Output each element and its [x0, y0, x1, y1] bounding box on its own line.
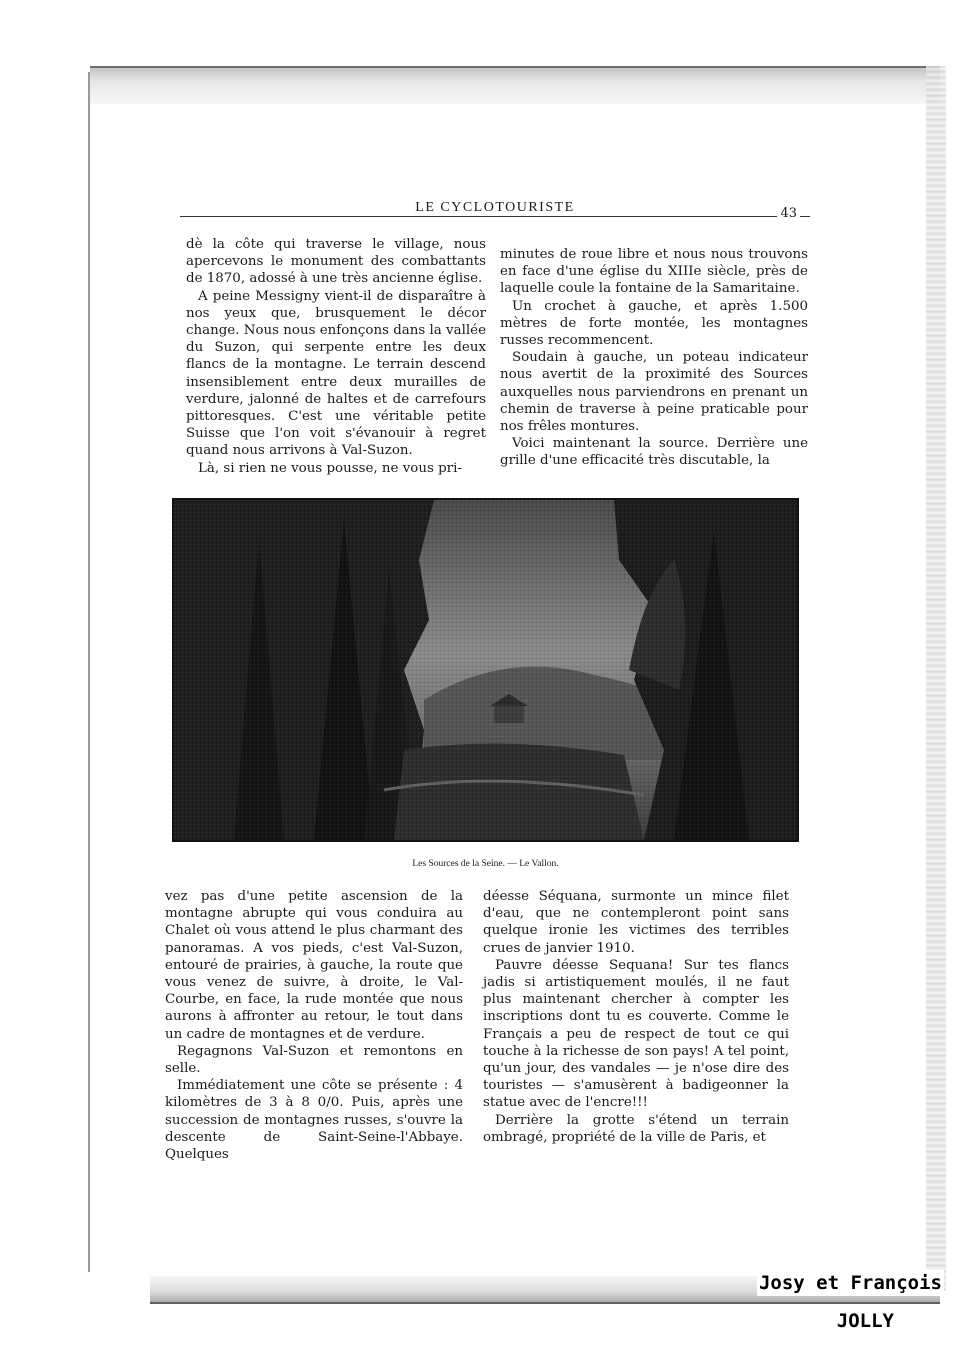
photo-caption: Les Sources de la Seine. — Le Vallon.	[412, 859, 559, 869]
scan-right-edge	[926, 66, 946, 1291]
scan-top-edge	[90, 66, 940, 104]
column-bottom-left	[165, 888, 463, 1163]
header-rule	[180, 216, 810, 217]
paragraph: Là, si rien ne vous pousse, ne vous pri-	[198, 460, 462, 476]
paragraph: Un crochet à gauche, et après 1.500 mètres de forte montée, les montagnes russes recommencent.	[500, 298, 808, 349]
paragraph: A peine Messigny vient-il de disparaître à nos yeux que, brusquement le décor change. Nous nous enfonçons dans la vallée du Suzon, qui serpente entre les deux flancs de la montagne. Le terrain descend insensiblement entre deux murailles de verdure, jalonné de haltes et de carrefours pittoresques. C'est une véritable petite Suisse que l'on voit s'évanouir à regret quand nous arrivons à Val-Suzon.	[186, 288, 487, 459]
photo-illustration	[174, 500, 797, 840]
paragraph: Pauvre déesse Sequana! Sur tes flancs jadis si artistiquement moulés, il ne faut plus maintenant chercher à compter les inscriptions dont tu es couverte. Comme le Français a peu de respect de tout ce qui touche à la richesse de son pays! A tel point, qu'un jour, des vandales — je n'ose dire des touristes — s'amusèrent à badigeonner la statue avec de l'encre!!!	[483, 957, 789, 1111]
photo-sources-de-la-seine	[172, 498, 799, 842]
page-header	[180, 198, 810, 232]
paragraph: Regagnons Val-Suzon et remontons en selle.	[165, 1043, 463, 1077]
paragraph: Immédiatement une côte se présente : 4 kilomètres de 3 à 8 0/0. Puis, après une succession de montagnes russes, s'ouvre la descente de Saint-Seine-l'Abbaye. Quelques	[165, 1078, 463, 1163]
scan-left-edge	[88, 72, 90, 1272]
signature-surname: JOLLY	[836, 1310, 894, 1332]
paragraph: minutes de roue libre et nous nous trouvons en face d'une église du XIIIe siècle, près de laquelle coule la fontaine de la Samaritaine.	[500, 247, 808, 297]
journal-title: LE CYCLOTOURISTE	[409, 200, 580, 215]
column-top-right	[500, 246, 808, 470]
column-bottom-right	[483, 888, 789, 1146]
paragraph: Voici maintenant la source. Derrière une grille d'une efficacité très discutable, la	[500, 436, 808, 469]
paragraph: Derrière la grotte s'étend un terrain ombragé, propriété de la ville de Paris, et	[483, 1112, 789, 1145]
page-number: 43	[777, 206, 800, 221]
signature-stamp	[744, 1270, 944, 1334]
column-top-left	[186, 236, 486, 477]
paragraph: déesse Séquana, surmonte un mince filet d'eau, que ne contempleront point sans quelque ironie les victimes des terribles crues de janvier 1910.	[483, 889, 789, 956]
paragraph: vez pas d'une petite ascension de la montagne abrupte qui vous conduira au Chalet où vous attend le plus charmant des panoramas. A vos pieds, c'est Val-Suzon, entouré de prairies, à gauche, la route que vous venez de suivre, à droite, le Val-Courbe, en face, la rude montée que nous aurons à affronter au retour, le tout dans un cadre de montagnes et de verdure.	[165, 889, 463, 1042]
paragraph: Soudain à gauche, un poteau indicateur nous avertit de la proximité des Sources auxquelles nous parviendrons en prenant un chemin de traverse à peine praticable pour nos frêles montures.	[500, 350, 808, 435]
signature-names: Josy et François	[758, 1272, 942, 1294]
paragraph: dè la côte qui traverse le village, nous apercevons le monument des combattants de 1870, adossé à une très ancienne église.	[186, 237, 486, 287]
